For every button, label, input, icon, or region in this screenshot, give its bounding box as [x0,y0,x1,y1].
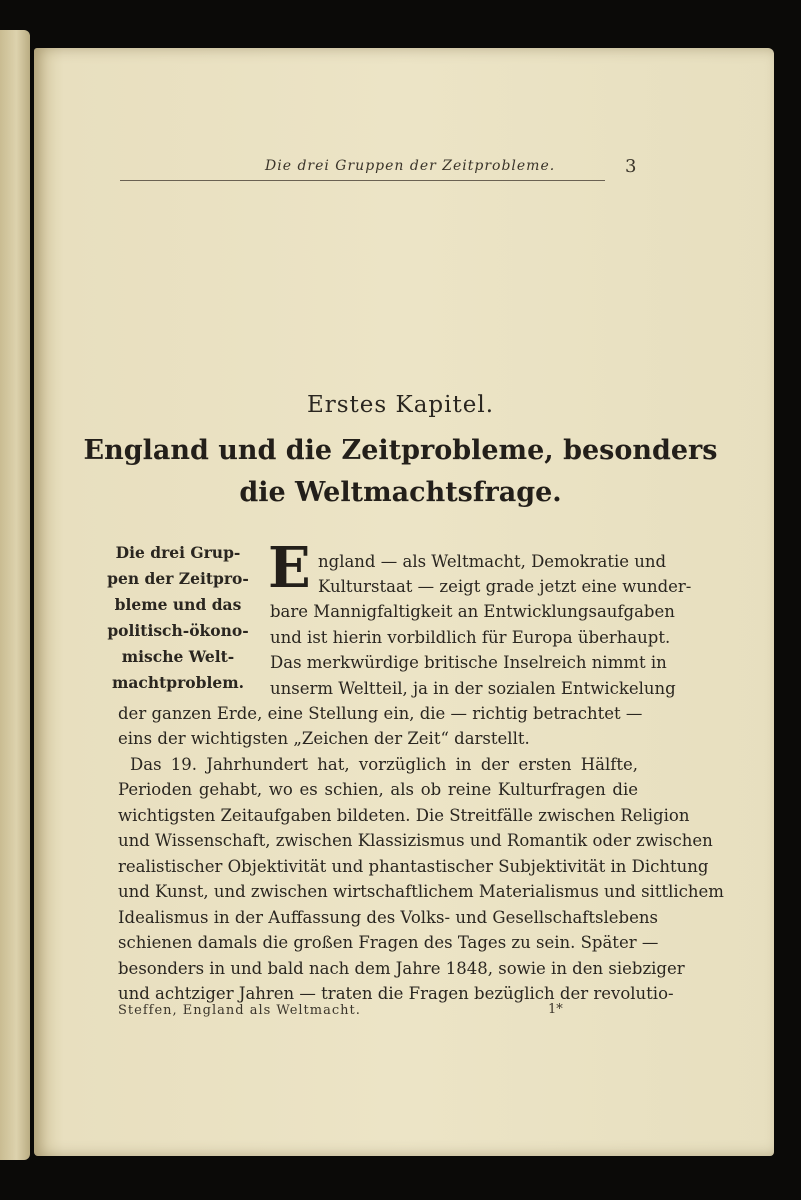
body-line: Kulturstaat — zeigt grade jetzt eine wunder- [318,577,692,596]
sidenote-line: politisch-ökono- [107,621,249,640]
body-line: Idealismus in der Auffassung des Volks- und Gesellschaftslebens [118,908,658,927]
sidenote-line: Die drei Grup- [115,543,241,562]
book-spine-edge [0,30,30,1160]
body-line: Perioden gehabt, wo es schien, als ob reine Kulturfragen die [118,780,638,799]
printer-signature: Steffen, England als Weltmacht. [118,1003,361,1018]
body-line: bare Mannigfaltigkeit an Entwicklungsaufgaben [270,602,675,621]
sheet-mark: 1* [548,1002,563,1017]
body-line: schienen damals die großen Fragen des Tages zu sein. Später — [118,933,659,952]
body-line: der ganzen Erde, eine Stellung ein, die — richtig betrachtet — [118,704,643,723]
body-line: realistischer Objektivität und phantastischer Subjektivität in Dichtung [118,857,709,876]
page-number: 3 [625,156,637,177]
body-line: und Wissenschaft, zwischen Klassizismus und Romantik oder zwischen [118,831,713,850]
sidenote-line: mische Welt- [121,647,235,666]
body-line: besonders in und bald nach dem Jahre 1848, sowie in den siebziger [118,959,685,978]
chapter-title-line: die Weltmachtsfrage. [239,477,562,508]
body-line: und Kunst, und zwischen wirtschaftlichem Materialismus und sittlichem [118,882,724,901]
chapter-title-line: England und die Zeitprobleme, besonders [83,435,718,466]
body-line: Das 19. Jahrhundert hat, vorzüglich in der ersten Hälfte, [130,755,638,774]
margin-sidenote [103,540,253,696]
body-line: und achtziger Jahren — traten die Fragen bezüglich der revolutio- [118,984,674,1003]
body-line: und ist hierin vorbildlich für Europa überhaupt. [270,628,671,647]
body-line: ngland — als Weltmacht, Demokratie und [318,552,667,571]
header-rule [120,180,605,181]
sidenote-line: bleme und das [114,595,242,614]
body-line: wichtigsten Zeitaufgaben bildeten. Die Streitfälle zwischen Religion [118,806,690,825]
sidenote-line: machtproblem. [111,673,245,692]
running-head: Die drei Gruppen der Zeitprobleme. [265,158,556,174]
sidenote-line: pen der Zeitpro- [107,569,249,588]
body-line: eins der wichtigsten „Zeichen der Zeit“ darstellt. [118,729,530,748]
body-line: Das merkwürdige britische Inselreich nimmt in [270,653,667,672]
chapter-title [0,430,801,514]
page-header [120,156,640,186]
body-line: unserm Weltteil, ja in der sozialen Entwickelung [270,679,676,698]
chapter-label: Erstes Kapitel. [306,392,495,418]
drop-cap-initial: E [268,535,311,601]
